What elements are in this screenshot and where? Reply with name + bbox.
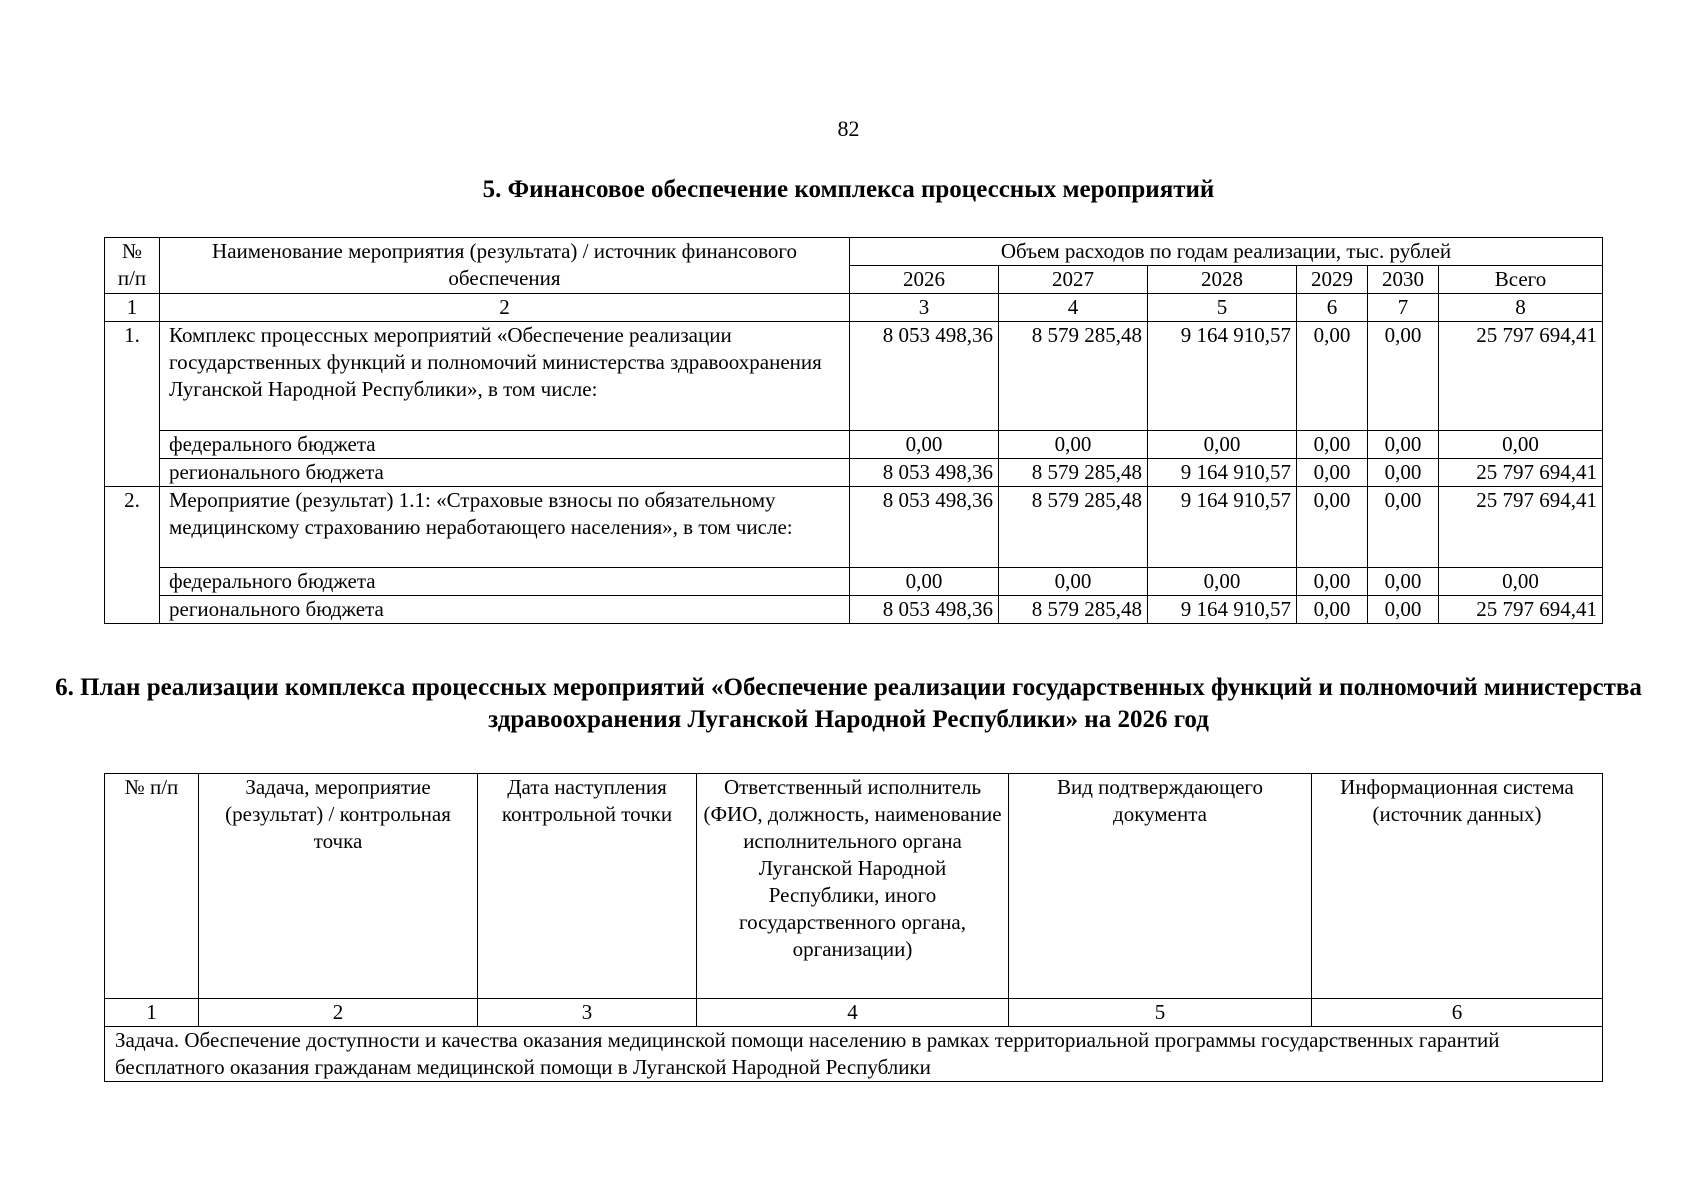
column-number: 1 [105, 999, 199, 1027]
table-header-row [105, 774, 1603, 999]
column-number: 5 [1148, 294, 1297, 322]
header-year: 2026 [850, 266, 999, 294]
value-cell: 8 579 285,48 [999, 459, 1148, 487]
table-row [105, 487, 1603, 568]
task-row [105, 1027, 1603, 1082]
column-number: 8 [1439, 294, 1603, 322]
value-cell: 0,00 [1297, 322, 1368, 431]
header-year: 2027 [999, 266, 1148, 294]
total-cell: 0,00 [1439, 568, 1603, 596]
column-number: 7 [1368, 294, 1439, 322]
column-number: 3 [850, 294, 999, 322]
value-cell: 8 053 498,36 [850, 322, 999, 431]
column-number: 3 [478, 999, 697, 1027]
total-cell: 25 797 694,41 [1439, 322, 1603, 431]
value-cell: 0,00 [850, 568, 999, 596]
total-cell: 25 797 694,41 [1439, 596, 1603, 624]
row-num: 1. [105, 322, 160, 487]
value-cell: 8 579 285,48 [999, 596, 1148, 624]
table-row [105, 596, 1603, 624]
value-cell: 9 164 910,57 [1148, 487, 1297, 568]
column-number: 4 [999, 294, 1148, 322]
value-cell: 9 164 910,57 [1148, 459, 1297, 487]
column-number: 6 [1312, 999, 1603, 1027]
value-cell: 0,00 [1368, 568, 1439, 596]
row-name: Комплекс процессных мероприятий «Обеспечение реализации государственных функций и полномочий министерства здравоохранения Луганской Народной Республики», в том числе: [160, 322, 850, 431]
header-responsible: Ответственный исполнитель (ФИО, должность, наименование исполнительного органа Луганской Народной Республики, иного государственного органа, организации) [697, 774, 1009, 999]
section-5-title: 5. Финансовое обеспечение комплекса процессных мероприятий [482, 176, 1215, 203]
total-cell: 25 797 694,41 [1439, 487, 1603, 568]
value-cell: 0,00 [1148, 431, 1297, 459]
value-cell: 8 579 285,48 [999, 322, 1148, 431]
value-cell: 0,00 [1368, 322, 1439, 431]
value-cell: 8 053 498,36 [850, 459, 999, 487]
value-cell: 0,00 [1368, 596, 1439, 624]
value-cell: 0,00 [1297, 459, 1368, 487]
header-num: № п/п [105, 774, 199, 999]
value-cell: 8 053 498,36 [850, 487, 999, 568]
value-cell: 8 053 498,36 [850, 596, 999, 624]
value-cell: 8 579 285,48 [999, 487, 1148, 568]
value-cell: 0,00 [1297, 596, 1368, 624]
plan-table [104, 773, 1603, 1082]
section-6-title: 6. План реализации комплекса процессных мероприятий «Обеспечение реализации государственных функций и полномочий министерства здравоохранения Луганской Народной Республики» на 2026 год [55, 674, 1642, 733]
table-row [105, 459, 1603, 487]
header-system: Информационная система (источник данных) [1312, 774, 1603, 999]
header-date: Дата наступления контрольной точки [478, 774, 697, 999]
row-name: федерального бюджета [160, 431, 850, 459]
financing-table [104, 237, 1603, 624]
column-number: 2 [199, 999, 478, 1027]
value-cell: 0,00 [1148, 568, 1297, 596]
header-volume: Объем расходов по годам реализации, тыс. рублей [850, 238, 1603, 266]
row-num: 2. [105, 487, 160, 624]
column-numbers-row [105, 294, 1603, 322]
row-name: регионального бюджета [160, 459, 850, 487]
row-name: Мероприятие (результат) 1.1: «Страховые взносы по обязательному медицинскому страхованию неработающего населения», в том числе: [160, 487, 850, 568]
page-number: 82 [837, 116, 860, 141]
table-row [105, 568, 1603, 596]
table-row [105, 431, 1603, 459]
header-name: Наименование мероприятия (результата) / источник финансового обеспечения [160, 238, 850, 294]
column-number: 2 [160, 294, 850, 322]
value-cell: 0,00 [999, 568, 1148, 596]
table-header-row [105, 238, 1603, 266]
value-cell: 0,00 [1368, 459, 1439, 487]
header-year: 2028 [1148, 266, 1297, 294]
column-number: 5 [1009, 999, 1312, 1027]
header-task: Задача, мероприятие (результат) / контрольная точка [199, 774, 478, 999]
column-numbers-row [105, 999, 1603, 1027]
total-cell: 0,00 [1439, 431, 1603, 459]
value-cell: 0,00 [1368, 487, 1439, 568]
row-name: регионального бюджета [160, 596, 850, 624]
value-cell: 0,00 [1297, 568, 1368, 596]
column-number: 1 [105, 294, 160, 322]
header-total: Всего [1439, 266, 1603, 294]
column-number: 6 [1297, 294, 1368, 322]
value-cell: 0,00 [1297, 487, 1368, 568]
header-year: 2030 [1368, 266, 1439, 294]
header-year: 2029 [1297, 266, 1368, 294]
column-number: 4 [697, 999, 1009, 1027]
value-cell: 9 164 910,57 [1148, 322, 1297, 431]
value-cell: 0,00 [1297, 431, 1368, 459]
value-cell: 0,00 [1368, 431, 1439, 459]
value-cell: 9 164 910,57 [1148, 596, 1297, 624]
header-num: № п/п [105, 238, 160, 294]
value-cell: 0,00 [999, 431, 1148, 459]
header-document: Вид подтверждающего документа [1009, 774, 1312, 999]
table-row [105, 322, 1603, 431]
task-text: Задача. Обеспечение доступности и качества оказания медицинской помощи населению в рамках территориальной программы государственных гарантий бесплатного оказания гражданам медицинской помощи в Луганской Народной Республики [105, 1027, 1603, 1082]
total-cell: 25 797 694,41 [1439, 459, 1603, 487]
row-name: федерального бюджета [160, 568, 850, 596]
value-cell: 0,00 [850, 431, 999, 459]
